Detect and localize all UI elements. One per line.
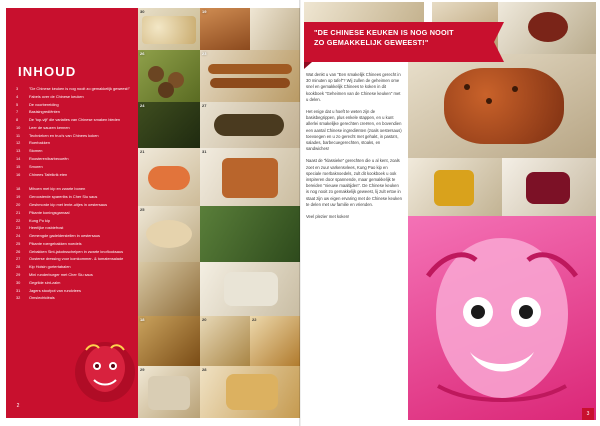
- toc-label: De 'top-vijf' die variaties van Chinese smaken bieden: [29, 117, 121, 123]
- toc-label: Pikante koningsgarnaal: [29, 209, 70, 215]
- toc-page: 19: [16, 194, 21, 200]
- toc-page: 24: [16, 233, 21, 239]
- toc-label: Geshmorde kip met lente-uitjes in oestersaus: [29, 201, 108, 207]
- banner-tail: [494, 22, 504, 62]
- toc-page: 27: [16, 256, 21, 262]
- toc-page: 29: [16, 271, 21, 277]
- photo-caption: 26: [140, 51, 145, 56]
- toc-page: 21: [16, 209, 21, 215]
- toc-item[interactable]: [16, 272, 136, 278]
- toc-list: [16, 86, 136, 303]
- toc-page: 25: [16, 240, 21, 246]
- photo-caption: 27: [202, 103, 207, 108]
- toc-item[interactable]: [16, 186, 136, 192]
- photo-dumplings: [138, 8, 200, 50]
- toc-item[interactable]: [16, 249, 136, 255]
- toc-page: 4: [16, 93, 19, 99]
- toc-item[interactable]: [16, 295, 136, 301]
- toc-item[interactable]: [16, 102, 136, 108]
- toc-item[interactable]: [16, 140, 136, 146]
- toc-item[interactable]: [16, 109, 136, 115]
- page-number-right: 3: [582, 408, 594, 420]
- toc-page: 5: [16, 101, 19, 107]
- headline-line-1: "DE CHINESE KEUKEN IS NOG NOOIT: [314, 28, 454, 37]
- toc-label: Oosterse dressing voor komkommer- & tomatensalade: [29, 256, 124, 262]
- toc-heading: INHOUD: [18, 64, 77, 79]
- toc-item[interactable]: [16, 210, 136, 216]
- photo-cranberry-sauce: [502, 158, 596, 216]
- toc-label: Mihoen met kip en zwarte bonen: [29, 186, 86, 192]
- toc-label: "De Chinese keuken is nog nooit zo gemakkelijk geweest!": [29, 86, 130, 91]
- headline-banner: [304, 22, 494, 62]
- photo-noodles: [200, 206, 300, 262]
- toc-label: Basisingrediënten: [29, 109, 60, 115]
- toc-label: Heerlijke rosbiefrost: [29, 225, 64, 231]
- photo-caption: 25: [140, 207, 145, 212]
- toc-page: 10: [16, 124, 21, 130]
- toc-page: 22: [16, 217, 21, 223]
- toc-page: 11: [16, 132, 21, 138]
- table-of-contents: [6, 8, 138, 418]
- photo-glazed-ham: [408, 54, 596, 158]
- toc-label: Jagers stoofpot van rundvlees: [29, 287, 81, 293]
- photo-pink-illustration: [408, 216, 596, 420]
- toc-label: Omslechtdéals: [29, 295, 55, 301]
- toc-label: Chinees Tafelkrik eten: [29, 171, 68, 177]
- toc-label: Technieken en truc's van Chinees koken: [29, 132, 99, 138]
- photo-stew: [200, 148, 300, 206]
- toc-item[interactable]: [16, 280, 136, 286]
- photo-ribs-platter: [200, 50, 300, 102]
- headline-line-2: ZO GEMAKKELIJK GEWEEST!": [314, 38, 429, 47]
- photo-caption: 24: [140, 103, 145, 108]
- photo-greens: [138, 102, 200, 148]
- toc-label: Gegrilde sint-zalm: [29, 279, 61, 285]
- paragraph: Het enige dat u hoeft te weten zijn de basisbegrippen, plus enkele stappen, en u kunt allerlei smakelijke gerechten creëren, en bovendien een aantal Chinese ingrediënten (zoals oestersaus) toevoegen en u zo gerecht met gehakt, in pasta's, salades, barbecuegerechten, stoaks, en sandwiches!: [306, 109, 402, 152]
- toc-label: Roosteren/barbecueën: [29, 156, 69, 162]
- photo-caption: 19: [202, 9, 207, 14]
- toc-label: Geroosterde spareribs in Cher Siu saus: [29, 194, 98, 200]
- toc-label: Kip Hoisin gortertabalen: [29, 264, 71, 270]
- photo-caption: 28: [202, 367, 207, 372]
- photo-salad: [200, 262, 300, 316]
- headline-text: [304, 22, 494, 48]
- toc-page: 3: [16, 86, 19, 91]
- toc-item[interactable]: [16, 133, 136, 139]
- paragraph: Wat denkt u van "Een smakelijk Chinees gerecht in 30 minuten op tafel"? Wij zullen de geheimen ome snel en gemakkelijk Chinees te koken in dit kookboek "Geheimen van de Chinese keuken" met u delen.: [306, 72, 401, 102]
- toc-page: 8: [16, 117, 19, 123]
- toc-page: 7: [16, 109, 19, 115]
- toc-label: Roerbakken: [29, 140, 50, 146]
- toc-item[interactable]: [16, 117, 136, 123]
- paragraph: Naast de "klassieke" gerechten die u al kent, zoals zoet en zuur varkensvlees, Kung Pao kip en speciale roerbaknoedels, zult dit kookboek u ook inspireren door spannende, maar gemakkelijk te bereiden "nieuwe maaltijden". De Chinese keuken is nog nooit zo gemakkelijk geweest, lij zult ertoe in staat zijn uw eigen ervaring met de Chinese keuken te delen met uw familie en vrienden.: [306, 158, 402, 207]
- toc-label: De voorbereiding: [29, 101, 59, 107]
- paragraph: Veel plezier met koken!: [306, 214, 350, 220]
- toc-item[interactable]: [16, 86, 136, 92]
- toc-item[interactable]: [16, 218, 136, 224]
- photo-bowl-small: [200, 316, 250, 366]
- toc-page: 26: [16, 248, 21, 254]
- photo-pot: [138, 366, 200, 418]
- toc-label: Leer de sauzen kennen: [29, 124, 70, 130]
- toc-page: 28: [16, 264, 21, 270]
- toc-page: 16: [16, 171, 21, 177]
- photo-fish: [138, 316, 200, 366]
- toc-label: Smoren: [29, 163, 43, 169]
- photo-caption: 30: [140, 9, 145, 14]
- toc-item[interactable]: [16, 194, 136, 200]
- toc-item[interactable]: [16, 233, 136, 239]
- banner-fold: [304, 62, 312, 69]
- toc-label: Fabels over de Chinese keuken: [29, 93, 84, 99]
- toc-page: 18: [16, 186, 21, 192]
- photo-mustard-jar: [408, 158, 502, 216]
- intro-body-copy: [306, 72, 402, 226]
- photo-caption: 18: [140, 317, 145, 322]
- toc-item[interactable]: [16, 148, 136, 154]
- photo-top-strip: [304, 2, 424, 24]
- toc-page: 23: [16, 225, 21, 231]
- toc-page: 31: [16, 287, 21, 293]
- photo-caption: 20: [202, 317, 207, 322]
- toc-divider: [16, 179, 136, 186]
- toc-label: Mini runderburger met Cher Siu saus: [29, 271, 93, 277]
- toc-page: 14: [16, 156, 21, 162]
- toc-item[interactable]: [16, 288, 136, 294]
- toc-item[interactable]: [16, 164, 136, 170]
- photo-scallops: [138, 206, 200, 262]
- photo-soup: [138, 262, 200, 316]
- toc-page: 13: [16, 148, 21, 154]
- toc-page: 12: [16, 140, 21, 146]
- right-page: [300, 0, 600, 426]
- toc-item[interactable]: [16, 172, 136, 178]
- toc-page: 20: [16, 201, 21, 207]
- toc-page: 32: [16, 295, 21, 301]
- toc-item[interactable]: [16, 94, 136, 100]
- toc-label: Pikante roergebakken noedels: [29, 240, 82, 246]
- ornamental-face-icon: [408, 216, 596, 420]
- photo-rolls: [200, 102, 300, 148]
- photo-chicken-bowl: [200, 366, 300, 418]
- photo-shrimp: [138, 148, 200, 206]
- toc-label: Stomen: [29, 148, 43, 154]
- photo-caption: 21: [140, 149, 145, 154]
- toc-item[interactable]: [16, 241, 136, 247]
- toc-label: Kung Po kip: [29, 217, 50, 223]
- photo-caption: 29: [140, 367, 145, 372]
- toc-item[interactable]: [16, 125, 136, 131]
- photo-caption: 22: [252, 317, 257, 322]
- photo-sauce-bowl: [498, 2, 596, 54]
- photo-table-setting: [250, 8, 300, 50]
- photo-meatballs: [138, 50, 200, 102]
- photo-caption: 31: [202, 149, 207, 154]
- toc-page: 30: [16, 279, 21, 285]
- toc-item[interactable]: [16, 202, 136, 208]
- photo-burger: [250, 316, 300, 366]
- toc-label: Gemengde gadelderstellen in oestersaus: [29, 233, 100, 239]
- toc-label: Gebakken Sint-jakobsschelpen in zwarte knoflooksaus: [29, 248, 124, 254]
- photo-ribs-top: [200, 8, 250, 50]
- toc-item[interactable]: [16, 225, 136, 231]
- toc-item[interactable]: [16, 256, 136, 262]
- toc-page: 15: [16, 163, 21, 169]
- toc-item[interactable]: [16, 264, 136, 270]
- photo-caption: 23: [202, 51, 207, 56]
- dragon-mascot-icon: [68, 332, 145, 412]
- toc-item[interactable]: [16, 156, 136, 162]
- page-number-left: 2: [12, 400, 24, 412]
- page-gutter: [299, 0, 301, 426]
